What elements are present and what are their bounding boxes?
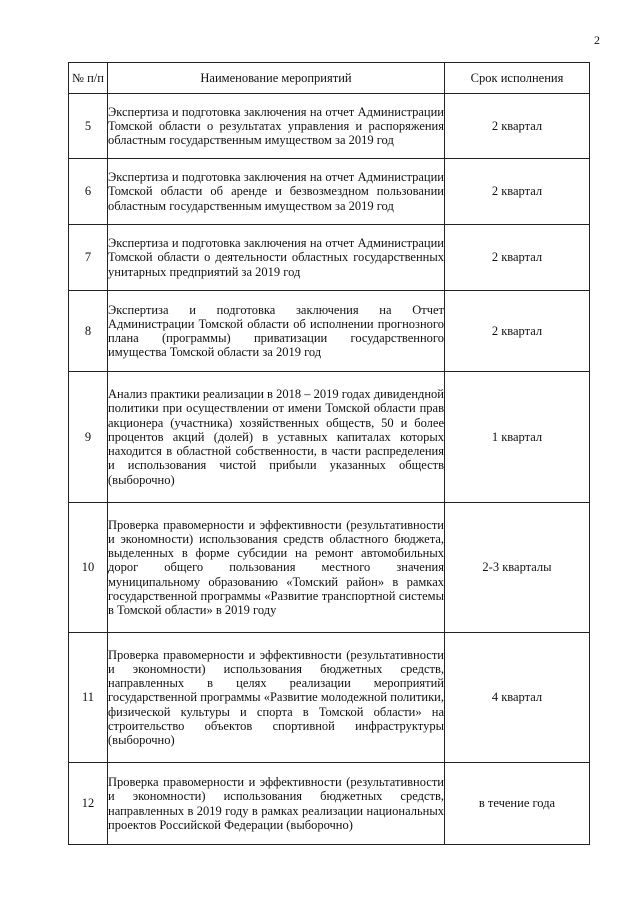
row-term: 2 квартал [445,225,590,291]
row-name: Проверка правомерности и эффективности (результативности и экономности) использования бюджетных средств, направленных в целях реализации мероприятий государственной программы «Развитие молодежной политики, физической культуры и спорта в Томской области» на строительство объектов спортивной инфраструктуры (выборочно) [108,633,445,763]
page-number: 2 [594,33,600,47]
row-num: 11 [69,633,108,763]
row-num: 5 [69,94,108,159]
row-term: 4 квартал [445,633,590,763]
row-num: 10 [69,503,108,633]
row-name: Экспертиза и подготовка заключения на отчет Администрации Томской области о деятельности областных государственных унитарных предприятий за 2019 год [108,225,445,291]
header-name: Наименование мероприятий [108,63,445,94]
row-name: Экспертиза и подготовка заключения на отчет Администрации Томской области о результатах управления и распоряжения областным государственным имуществом за 2019 год [108,94,445,159]
table-row [69,159,590,225]
table-row [69,94,590,159]
row-term: 2-3 кварталы [445,503,590,633]
header-term: Срок исполнения [445,63,590,94]
table-row [69,291,590,372]
table-row [69,763,590,845]
row-num: 12 [69,763,108,845]
row-term: 2 квартал [445,94,590,159]
row-num: 8 [69,291,108,372]
row-name: Экспертиза и подготовка заключения на отчет Администрации Томской области об аренде и безвозмездном пользовании областным государственным имуществом за 2019 год [108,159,445,225]
row-num: 7 [69,225,108,291]
table-row [69,633,590,763]
row-term: 2 квартал [445,291,590,372]
row-term: 2 квартал [445,159,590,225]
activities-table [68,62,590,845]
row-name: Анализ практики реализации в 2018 – 2019 годах дивидендной политики при осуществлении от имени Томской области прав акционера (участника) хозяйственных обществ, 50 и более процентов акций (долей) в уставных капиталах которых находится в областной собственности, в части распределения и использования чистой прибыли указанных обществ (выборочно) [108,372,445,503]
table-row [69,372,590,503]
table-row [69,503,590,633]
row-name: Проверка правомерности и эффективности (результативности и экономности) использования средств областного бюджета, выделенных в форме субсидии на ремонт автомобильных дорог общего пользования местного значения муниципальному образованию «Томский район» в рамках государственной программы «Развитие транспортной системы в Томской области» в 2019 году [108,503,445,633]
row-term: 1 квартал [445,372,590,503]
row-name: Проверка правомерности и эффективности (результативности и экономности) использования бюджетных средств, направленных в 2019 году в рамках реализации национальных проектов Российской Федерации (выборочно) [108,763,445,845]
row-term: в течение года [445,763,590,845]
row-name: Экспертиза и подготовка заключения на Отчет Администрации Томской области об исполнении прогнозного плана (программы) приватизации государственного имущества Томской области за 2019 год [108,291,445,372]
header-num: № п/п [69,63,108,94]
row-num: 9 [69,372,108,503]
table-header-row [69,63,590,94]
row-num: 6 [69,159,108,225]
table-row [69,225,590,291]
